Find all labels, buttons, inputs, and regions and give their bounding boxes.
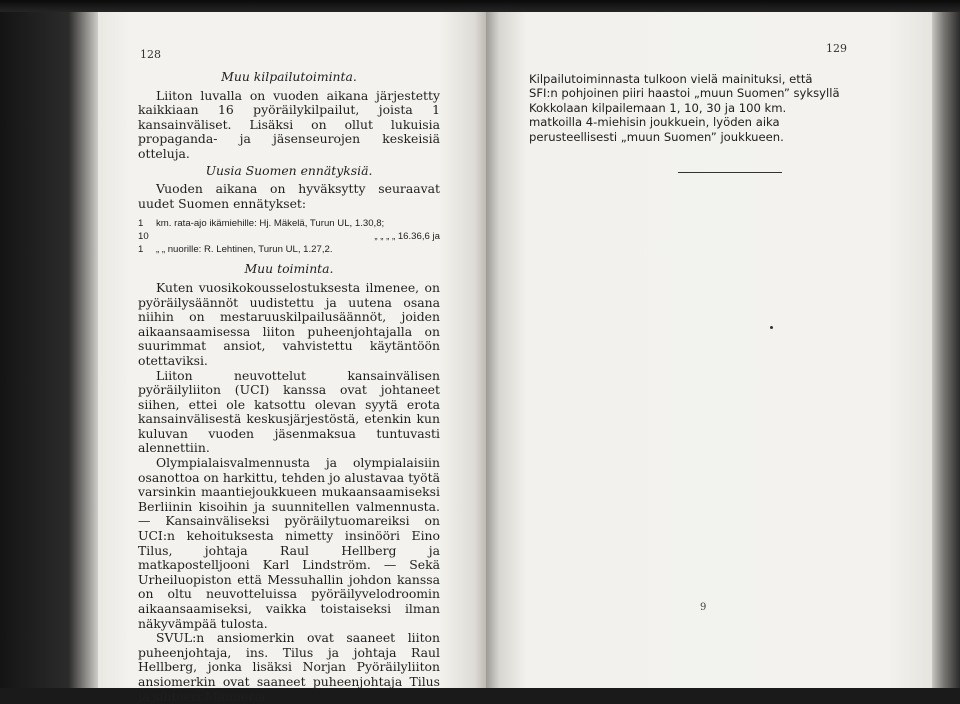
record-row [138,230,440,243]
paragraph: Liiton luvalla on vuoden aikana järjestetty kaikkiaan 16 pyöräilykilpailut, joista 1 kansainväliset. Lisäksi on ollut lukuisia propaganda- ja jäsenseurojen keskeisiä otteluja. [138,87,440,161]
paragraph: Olympialaisvalmennusta ja olympialaisiin osanottoa on harkittu, tehden jo alustavaa työtä varsinkin maantiejoukkueen mukaansaamiseksi Berliinin kisoihin ja suunnitellen valmennusta. — Kansainväliseksi pyöräilytuomareiksi on UCI:n kehoituksesta nimetty insinööri Eino Tilus, johtaja Raul Hellberg ja matkapostelljooni Karl Lindström. — Sekä Urheiluopiston että Messuhallin johdon kanssa on oltu neuvotteluissa pyöräilyvelodroomin aikaansaamiseksi, vaikka toistaiseksi ilman näkyvämpää tulosta. [138,455,440,631]
book-edge-left [0,12,98,688]
record-distance: 10 [138,231,149,243]
right-page-text [529,72,843,144]
paragraph: SVUL:n ansiomerkin ovat saaneet liiton puheenjohtaja, ins. Tilus ja johtaja Raul Hellberg, jonka lisäksi Norjan Pyöräilyliiton ansiomerkin ovat saaneet puheenjohtaja Tilus ja sihteeri Mannerla. [138,630,440,704]
section-heading-other-activity: Muu toiminta. [244,261,334,277]
section-divider [678,172,782,173]
paragraph: Kilpailutoiminnasta tulkoon vielä mainituksi, että SFI:n pohjoinen piiri haastoi „muun Suomen” syksyllä Kokkolaan kilpailemaan 1, 10, 30 ja 100 km. matkoilla 4-miehisin joukkuein, lyöden aika perusteellisesti „muun Suomen” joukkueen. [529,72,840,144]
print-speck [770,326,773,329]
left-page-text [138,70,440,704]
section-heading-other-competitions: Muu kilpailutoiminta. [221,69,357,84]
paragraph: Vuoden aikana on hyväksytty seuraavat uudet Suomen ennätykset: [138,181,440,211]
paragraph: Liiton neuvottelut kansainvälisen pyöräilyliiton (UCI) kanssa ovat johtaneet siihen, ettei ole katsottu olevan syytä erota kansainvälisestä keskusjärjestöstä, etenkin kun kuluvan vuoden jäsenmaksua tuntuvasti alennettiin. [138,367,440,456]
record-distance: 1 [138,218,144,230]
record-distance: 1 [138,244,144,256]
paragraph: Kuten vuosikokousselostuksesta ilmenee, on pyöräilysäännöt uudistettu ja uutena osana niihin on mestaruuskilpailusäännöt, joiden aikaansaamisessa liiton puheenjohtajalla on suurimmat ansiot, vahvistettu käytäntöön otettaviksi. [138,279,440,368]
record-row [138,243,440,256]
record-row [138,217,440,230]
book-edge-right [932,12,960,688]
record-text: km. rata-ajo ikämiehille: Hj. Mäkelä, Turun UL, 1.30,8; [156,218,385,230]
section-heading-new-records: Uusia Suomen ennätyksiä. [205,162,373,178]
record-text: „ „ „ „ 16.36,6 ja [374,231,440,243]
records-list [138,217,440,256]
right-page-number: 129 [826,42,847,55]
record-text: „ „ nuorille: R. Lehtinen, Turun UL, 1.27,2. [156,244,333,256]
left-page-number: 128 [140,48,161,61]
signature-mark: 9 [700,602,707,613]
